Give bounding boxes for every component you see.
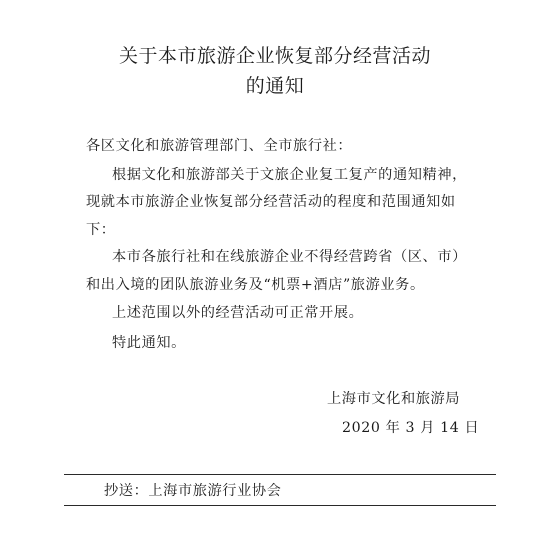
paragraph-1-line-2: 现就本市旅游企业恢复部分经营活动的程度和范围通知如: [86, 194, 456, 210]
document-title-line-2: 的通知: [245, 75, 305, 97]
salutation: 各区文化和旅游管理部门、全市旅行社：: [86, 138, 353, 154]
paragraph-4: 特此通知。: [112, 335, 186, 351]
cc-divider-bottom: [64, 505, 496, 506]
paragraph-1-line-3: 下：: [86, 222, 116, 238]
document-title-line-1: 关于本市旅游企业恢复部分经营活动: [118, 45, 431, 67]
paragraph-2-line-1: 本市各旅行社和在线旅游企业不得经营跨省（区、市）: [112, 249, 467, 265]
paragraph-2-line-2: 和出入境的团队旅游业务及“机票+酒店”旅游业务。: [86, 277, 425, 293]
issue-date: 2020 年 3 月 14 日: [342, 420, 480, 436]
paragraph-1-line-1: 根据文化和旅游部关于文旅企业复工复产的通知精神，: [112, 167, 467, 183]
issuer-name: 上海市文化和旅游局: [327, 391, 461, 407]
paragraph-3: 上述范围以外的经营活动可正常开展。: [112, 305, 364, 321]
cc-divider-top: [64, 474, 496, 475]
cc-line: 抄送：上海市旅游行业协会: [104, 483, 282, 499]
